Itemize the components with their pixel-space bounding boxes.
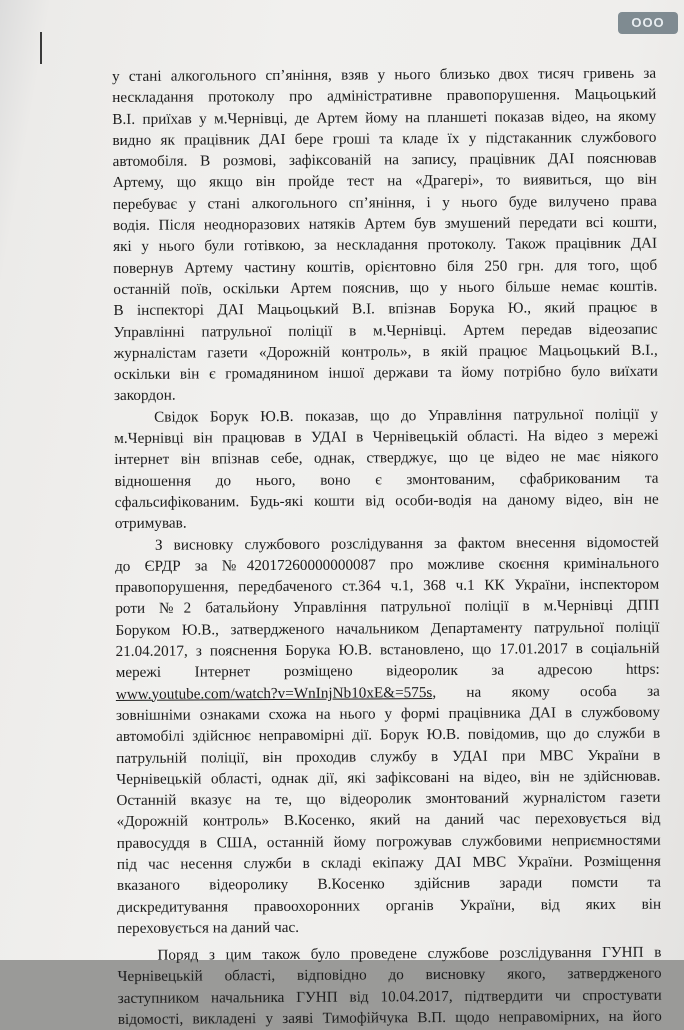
text-line: отримував. — [114, 514, 187, 533]
text-line: дискредитування правоохоронних органів України, від яких він — [117, 895, 662, 916]
paragraph — [114, 403, 659, 534]
text-line: патрульній поліції, він проходив службу в УДАІ при МВС України в — [116, 746, 661, 767]
text-line: роти №2 батальйону Управління патрульної поліції в м.Чернівці ДПП — [115, 597, 660, 618]
paragraph — [117, 942, 662, 1030]
text-line: Чернівецькій області, однак дії, які зафіксовані на відео, він не здійснював. — [116, 767, 661, 788]
video-url-link: www.youtube.com/watch?v=WnInjNb10xE&=575s — [115, 683, 433, 703]
text-line: які у нього були готівкою, за нескладання протоколу. Також працівник ДАІ — [113, 235, 658, 256]
text-line: журналістам газети «Дорожній контроль», в якій працює Мацьоцький В.І., — [113, 341, 658, 362]
margin-mark — [40, 32, 42, 64]
text-line: м.Чернівці він працював в УДАІ в Чернівецькій області. На відео з мережі — [114, 426, 659, 448]
text-line: нескладання протоколу про адміністративне правопорушення. Мацьоцький — [112, 85, 657, 107]
text-line: перебуває у стані алкогольного сп’яніння, і у нього буде вилучено права — [112, 192, 657, 213]
text-line: правопорушення, передбаченого ст.364 ч.1, 368 ч.1 КК України, інспектором — [115, 575, 660, 597]
text-line: Поряд з цим також було проведене службове розслідування ГУНП в — [157, 943, 662, 964]
text-line: водія. Після неодноразових натяків Артем був змушений передати всі кошти, — [112, 213, 658, 235]
text-line: 21.04.2017, з пояснення Борука Ю.В. встановлено, що 17.01.2017 в соціальній — [115, 639, 660, 661]
text-line: вказаного відеоролику В.Косенко здійснив заради помсти та — [116, 873, 662, 895]
text-line: заступником начальника ГУНП від 10.04.2017, підтвердити чи спростувати — [117, 986, 662, 1007]
text-line: Артему, що якщо він пройде тест на «Драгері», то виявиться, що він — [112, 171, 657, 192]
text-line: мережі Інтернет розміщено відеоролик за адресою https: — [115, 660, 660, 682]
text-line: оскільки він є громадянином іншої держави та йому потрібно було виїхати — [113, 362, 658, 384]
text-line: повернув Артему частину коштів, орієнтовно біля 250 грн. для того, щоб — [113, 256, 658, 277]
text-line: Свідок Борук Ю.В. показав, що до Управління патрульної поліції у — [154, 405, 659, 426]
text-line: З висновку службового розслідування за фактом внесення відомостей — [154, 533, 659, 554]
paragraph — [112, 63, 658, 407]
text-line: до ЄРДР за №42017260000000087 про можливе скоєння кримінального — [115, 554, 660, 575]
text-line: сфальсифікованим. Будь-які кошти від особи-водія на даному відео, він не — [114, 490, 659, 511]
text-line: правосуддя в США, останній йому погрожував службовими неприємностями — [116, 831, 661, 852]
text-line: під час несення служби в складі екіпажу ДАІ МВС України. Розміщення — [116, 852, 661, 873]
text-line: Чернівецькій області, відповідно до висновку якого, затвердженого — [117, 965, 662, 986]
text-line: переховується на даний час. — [117, 918, 300, 937]
text-line: автомобіля. В розмові, зафіксованій на запису, працівник ДАІ пояснював — [112, 149, 657, 171]
text-line: зовнішніми ознаками схожа на нього у формі працівника ДАІ в службовому — [115, 703, 661, 724]
text-line: автомобілі здійснює неправомірні дії. Борук Ю.В. повідомив, що до служби в — [116, 724, 661, 746]
text-line: Останній вказує на те, що відеоролик змонтований журналістом газети — [116, 788, 661, 810]
text-line: В інспекторі ДАІ Мацьоцький В.І. впізнав Борука Ю., який працює в — [113, 298, 658, 320]
text-line: відношення до нього, воно є змонтованим, сфабрикованим та — [114, 469, 659, 490]
watermark-logo: OOO — [618, 12, 678, 34]
text-line: відомості, викладені у заяві Тимофійчука В.П. щодо неправомірних, на його — [117, 1007, 662, 1029]
paragraph — [115, 531, 661, 939]
text-line: закордон. — [113, 387, 176, 405]
text-line: інтернет він впізнав себе, однак, стверджує, що це відео не має ніякого — [114, 448, 659, 469]
document-body — [112, 63, 662, 1030]
text-line: останній поїв, оскільки Артем пояснив, що у нього більше немає коштів. — [113, 277, 658, 298]
text-line: Боруком Ю.В., затвердженого начальником Департаменту патрульної поліції — [115, 618, 660, 639]
text-span: , на якому особа за — [432, 682, 660, 701]
text-line: видно як працівник ДАІ бере гроші та кладе їх у підстаканник службового — [112, 128, 657, 149]
text-line: Управлінні патрульної поліції в м.Чернівці. Артем передав відеозапис — [113, 320, 658, 341]
text-line: «Дорожній контроль» В.Косенко, який на даний час переховується від — [116, 810, 661, 831]
text-line: у стані алкогольного сп’яніння, взяв у нього близько двох тисяч гривень за — [112, 64, 657, 85]
text-line: В.І. приїхав у м.Чернівці, де Артем йому на планшеті показав відео, на якому — [112, 107, 657, 128]
